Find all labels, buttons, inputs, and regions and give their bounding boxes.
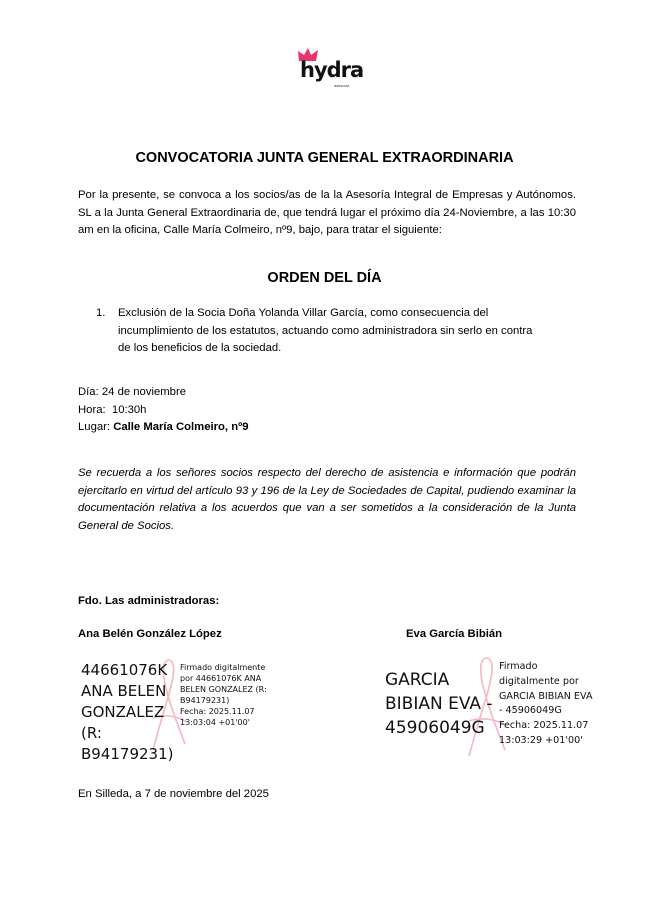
cert-line: ANA BELEN xyxy=(81,682,167,700)
cert-line: GONZALEZ (R: xyxy=(81,703,165,742)
detail-line: Fecha: 2025.11.07 xyxy=(180,707,255,716)
agenda-item-number: 1. xyxy=(96,307,106,319)
cert-line: 44661076K xyxy=(81,661,168,679)
logo-subtitle: asesoría xyxy=(334,83,350,88)
logo-wordmark: hydra xyxy=(300,58,364,82)
time-label: Hora: xyxy=(78,403,106,416)
intro-paragraph: Por la presente, se convoca a los socios/as de la la Asesoría Integral de Empresas y Autónomos. SL a la Junta General Extraordinaria de, que tendrá lugar el próximo día 24-Noviembre, a las 10:30 am en la oficina, Calle María Colmeiro, nº9, bajo, para tratar el siguiente: xyxy=(78,189,576,237)
digital-signature-1[interactable] xyxy=(81,660,281,763)
detail-time xyxy=(78,402,249,420)
detail-day xyxy=(78,384,249,402)
legal-note: Se recuerda a los señores socios respecto del derecho de asistencia e información que podrán ejercitarlo en virtud del artículo 93 y 196 de la Ley de Sociedades de Capital, pudiendo examinar la documentación relativa a los acuerdos que van a ser sometidos a la consideración de la Junta General de Socios. xyxy=(78,467,576,532)
signer-name-1: Ana Belén González López xyxy=(78,628,222,640)
signature-details xyxy=(499,660,609,749)
cert-line: B94179231) xyxy=(81,745,174,763)
detail-line: 13:03:29 +01'00' xyxy=(499,734,583,746)
detail-line: GARCIA BIBIAN EVA xyxy=(499,690,593,702)
place-and-date: En Silleda, a 7 de noviembre del 2025 xyxy=(78,788,269,800)
company-logo xyxy=(296,48,366,94)
day-label: Día: xyxy=(78,386,99,398)
signer-name-2: Eva García Bibián xyxy=(406,628,503,640)
detail-line: Firmado xyxy=(499,661,538,672)
agenda-heading: ORDEN DEL DÍA xyxy=(267,270,382,286)
detail-line: 13:03:04 +01'00' xyxy=(180,718,250,727)
digital-signature-2[interactable] xyxy=(385,660,600,760)
document-title: CONVOCATORIA JUNTA GENERAL EXTRAORDINARIA xyxy=(135,150,514,166)
meeting-details xyxy=(78,384,249,437)
place-value: Calle María Colmeiro, nº9 xyxy=(113,421,249,434)
time-value: 10:30h xyxy=(111,403,147,416)
detail-line: - 45906049G xyxy=(499,705,562,717)
cert-line: BIBIAN EVA - xyxy=(385,694,493,714)
detail-line: digitalmente por xyxy=(499,675,579,687)
signatures-heading: Fdo. Las administradoras: xyxy=(78,595,220,607)
detail-line: Firmado digitalmente xyxy=(180,663,266,672)
detail-line: por 44661076K ANA xyxy=(180,674,262,683)
agenda-item-text: Exclusión de la Socia Doña Yolanda Villar García, como consecuencia del incumplimiento de los estatutos, actuando como administradora sin serlo en contra de los beneficios de la sociedad. xyxy=(118,307,533,355)
signature-cert-name xyxy=(385,668,505,740)
signature-details xyxy=(180,662,280,728)
cert-line: GARCIA xyxy=(385,670,450,690)
cert-line: 45906049G xyxy=(385,718,485,738)
detail-line: Fecha: 2025.11.07 xyxy=(499,720,589,732)
detail-line: BELEN GONZALEZ (R: xyxy=(180,685,267,694)
detail-place xyxy=(78,419,249,437)
agenda-item xyxy=(96,305,546,358)
place-label: Lugar: xyxy=(78,421,111,434)
detail-line: B94179231) xyxy=(180,696,230,705)
signature-cert-name xyxy=(81,660,181,765)
day-value: 24 de noviembre xyxy=(101,386,187,398)
agenda-list xyxy=(96,305,546,358)
